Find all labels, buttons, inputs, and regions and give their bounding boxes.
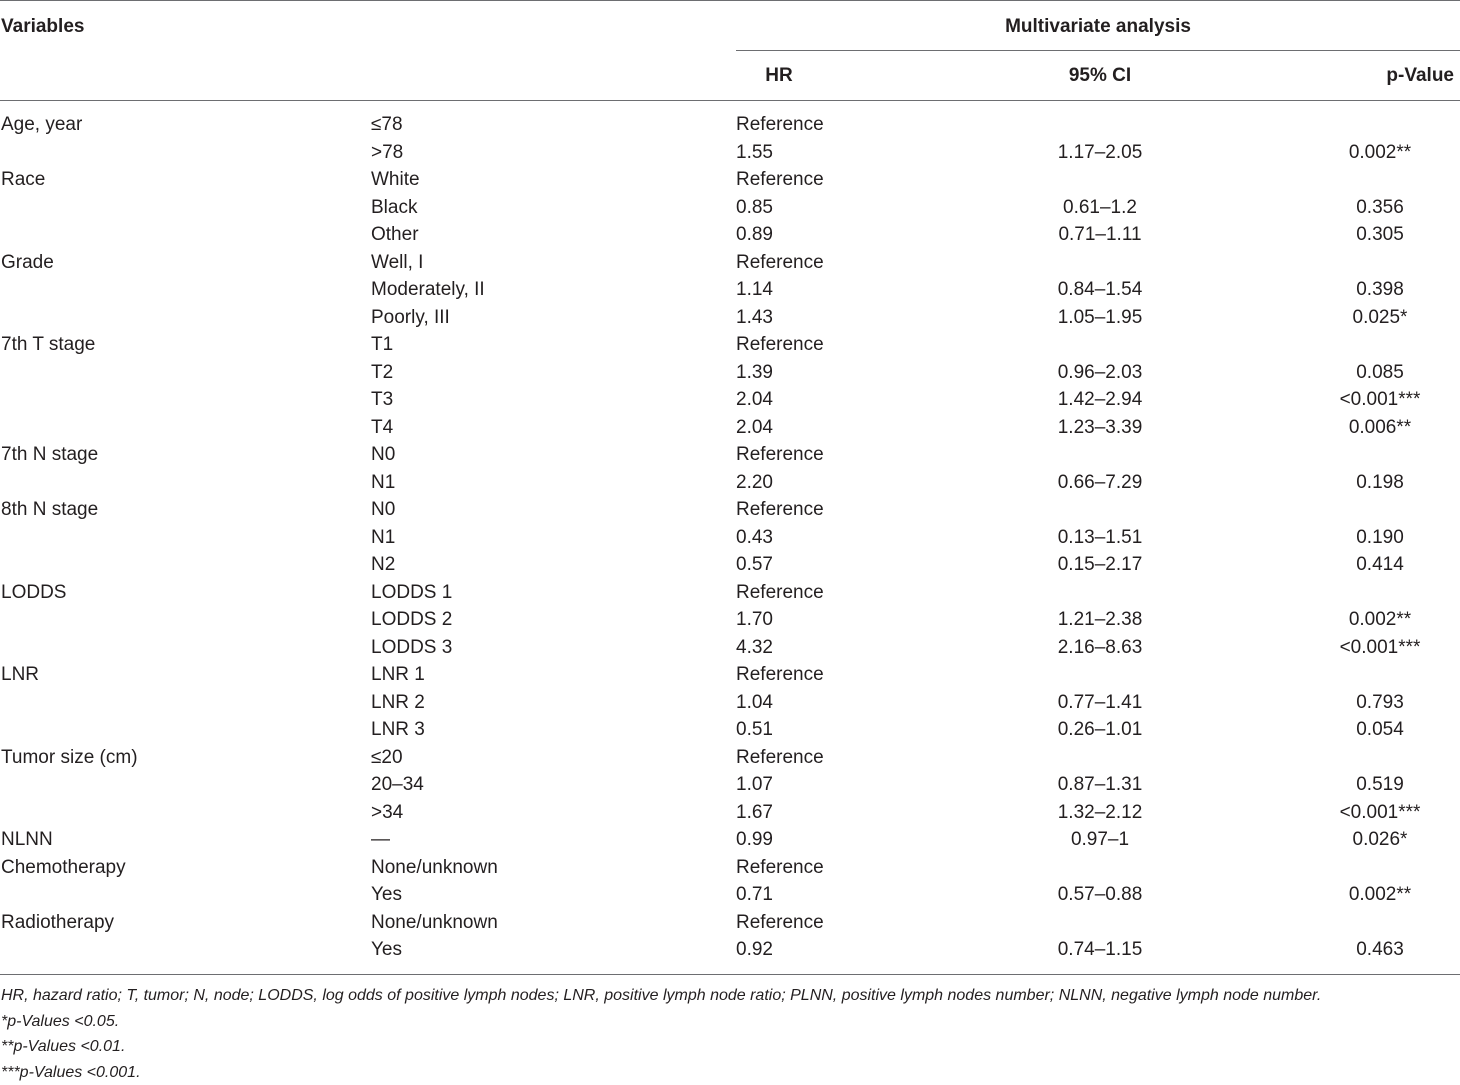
- table-row: [0, 166, 1460, 194]
- category-cell: Yes: [371, 936, 402, 964]
- hr-cell: Reference: [736, 744, 824, 772]
- table-row: [0, 304, 1460, 332]
- category-cell: T1: [371, 331, 393, 359]
- p-value-cell: 0.356: [1300, 194, 1460, 222]
- p-value-cell: 0.463: [1300, 936, 1460, 964]
- p-value-cell: 0.002**: [1300, 606, 1460, 634]
- header-bottom-rule: [0, 100, 1460, 101]
- variable-cell: 7th T stage: [1, 331, 95, 359]
- category-cell: —: [371, 826, 390, 854]
- p-value-cell: 0.006**: [1300, 414, 1460, 442]
- footnote-abbreviations: HR, hazard ratio; T, tumor; N, node; LODDS, log odds of positive lymph nodes; LNR, positive lymph node ratio; PLNN, positive lymph nodes number; NLNN, negative lymph node number.: [1, 983, 1321, 1009]
- p-value-cell: 0.025*: [1300, 304, 1460, 332]
- table-body: [0, 111, 1460, 964]
- category-cell: T4: [371, 414, 393, 442]
- hr-cell: 0.51: [736, 716, 773, 744]
- ci-cell: 1.21–2.38: [1000, 606, 1200, 634]
- ci-cell: 0.61–1.2: [1000, 194, 1200, 222]
- variable-cell: Grade: [1, 249, 54, 277]
- hr-cell: 1.39: [736, 359, 773, 387]
- ci-cell: 0.26–1.01: [1000, 716, 1200, 744]
- category-cell: N2: [371, 551, 395, 579]
- hr-cell: Reference: [736, 496, 824, 524]
- category-cell: T2: [371, 359, 393, 387]
- hr-cell: Reference: [736, 111, 824, 139]
- ci-cell: 0.87–1.31: [1000, 771, 1200, 799]
- category-cell: N0: [371, 496, 395, 524]
- p-value-cell: <0.001***: [1300, 799, 1460, 827]
- category-cell: White: [371, 166, 420, 194]
- ci-cell: 0.15–2.17: [1000, 551, 1200, 579]
- variable-cell: Radiotherapy: [1, 909, 114, 937]
- header-sub-rule: [736, 50, 1460, 51]
- ci-cell: 2.16–8.63: [1000, 634, 1200, 662]
- ci-cell: 1.17–2.05: [1000, 139, 1200, 167]
- hr-cell: 4.32: [736, 634, 773, 662]
- table-row: [0, 826, 1460, 854]
- table-row: [0, 386, 1460, 414]
- table-row: [0, 524, 1460, 552]
- hr-cell: 0.57: [736, 551, 773, 579]
- category-cell: Yes: [371, 881, 402, 909]
- p-value-cell: 0.026*: [1300, 826, 1460, 854]
- category-cell: LNR 1: [371, 661, 425, 689]
- p-value-cell: 0.054: [1300, 716, 1460, 744]
- table-row: [0, 854, 1460, 882]
- hr-cell: 1.04: [736, 689, 773, 717]
- table-row: [0, 799, 1460, 827]
- category-cell: N0: [371, 441, 395, 469]
- variable-cell: 7th N stage: [1, 441, 98, 469]
- hr-cell: Reference: [736, 166, 824, 194]
- hr-cell: 0.71: [736, 881, 773, 909]
- category-cell: LODDS 1: [371, 579, 452, 607]
- variable-cell: LODDS: [1, 579, 66, 607]
- hr-cell: Reference: [736, 854, 824, 882]
- header-ci: 95% CI: [1050, 65, 1150, 87]
- table-top-rule: [0, 0, 1460, 1]
- category-cell: Well, I: [371, 249, 423, 277]
- ci-cell: 0.77–1.41: [1000, 689, 1200, 717]
- category-cell: 20–34: [371, 771, 424, 799]
- header-p-value: p-Value: [1386, 65, 1454, 87]
- variable-cell: Age, year: [1, 111, 82, 139]
- table-row: [0, 551, 1460, 579]
- category-cell: LNR 3: [371, 716, 425, 744]
- ci-cell: 1.32–2.12: [1000, 799, 1200, 827]
- hr-cell: 0.99: [736, 826, 773, 854]
- table-row: [0, 111, 1460, 139]
- ci-cell: 0.84–1.54: [1000, 276, 1200, 304]
- ci-cell: 0.97–1: [1000, 826, 1200, 854]
- hr-cell: 1.07: [736, 771, 773, 799]
- variable-cell: Tumor size (cm): [1, 744, 138, 772]
- hr-cell: 1.67: [736, 799, 773, 827]
- table-row: [0, 909, 1460, 937]
- table-row: [0, 139, 1460, 167]
- hr-cell: 2.20: [736, 469, 773, 497]
- header-hr: HR: [736, 65, 822, 87]
- table-footnotes: [1, 983, 1321, 1085]
- category-cell: LNR 2: [371, 689, 425, 717]
- p-value-cell: 0.002**: [1300, 881, 1460, 909]
- table-row: [0, 716, 1460, 744]
- p-value-cell: 0.190: [1300, 524, 1460, 552]
- ci-cell: 0.71–1.11: [1000, 221, 1200, 249]
- p-value-cell: 0.793: [1300, 689, 1460, 717]
- hr-cell: Reference: [736, 909, 824, 937]
- footnote-p-0001: ***p-Values <0.001.: [1, 1060, 1321, 1085]
- category-cell: N1: [371, 524, 395, 552]
- table-row: [0, 689, 1460, 717]
- table-row: [0, 744, 1460, 772]
- table-row: [0, 634, 1460, 662]
- table-row: [0, 221, 1460, 249]
- hr-cell: 0.89: [736, 221, 773, 249]
- ci-cell: 0.74–1.15: [1000, 936, 1200, 964]
- hr-cell: 2.04: [736, 414, 773, 442]
- variable-cell: Chemotherapy: [1, 854, 126, 882]
- category-cell: >78: [371, 139, 403, 167]
- category-cell: N1: [371, 469, 395, 497]
- hr-cell: 1.55: [736, 139, 773, 167]
- p-value-cell: 0.198: [1300, 469, 1460, 497]
- table-row: [0, 441, 1460, 469]
- ci-cell: 1.05–1.95: [1000, 304, 1200, 332]
- category-cell: None/unknown: [371, 909, 498, 937]
- variable-cell: LNR: [1, 661, 39, 689]
- table-row: [0, 661, 1460, 689]
- category-cell: Other: [371, 221, 419, 249]
- table-row: [0, 606, 1460, 634]
- footnote-p-005: *p-Values <0.05.: [1, 1009, 1321, 1035]
- ci-cell: 0.66–7.29: [1000, 469, 1200, 497]
- ci-cell: 1.23–3.39: [1000, 414, 1200, 442]
- hr-cell: 0.92: [736, 936, 773, 964]
- header-variables: Variables: [1, 16, 84, 38]
- hr-cell: 2.04: [736, 386, 773, 414]
- p-value-cell: <0.001***: [1300, 634, 1460, 662]
- footnote-p-001: **p-Values <0.01.: [1, 1034, 1321, 1060]
- category-cell: >34: [371, 799, 403, 827]
- category-cell: ≤20: [371, 744, 403, 772]
- ci-cell: 0.13–1.51: [1000, 524, 1200, 552]
- p-value-cell: 0.085: [1300, 359, 1460, 387]
- hr-cell: Reference: [736, 579, 824, 607]
- table-row: [0, 249, 1460, 277]
- table-bottom-rule: [0, 974, 1460, 975]
- table-row: [0, 579, 1460, 607]
- hr-cell: Reference: [736, 441, 824, 469]
- variable-cell: 8th N stage: [1, 496, 98, 524]
- table-row: [0, 359, 1460, 387]
- variable-cell: NLNN: [1, 826, 53, 854]
- table-row: [0, 496, 1460, 524]
- category-cell: Moderately, II: [371, 276, 485, 304]
- table-row: [0, 331, 1460, 359]
- category-cell: T3: [371, 386, 393, 414]
- table-row: [0, 881, 1460, 909]
- category-cell: Poorly, III: [371, 304, 450, 332]
- table-row: [0, 414, 1460, 442]
- p-value-cell: 0.398: [1300, 276, 1460, 304]
- hr-cell: 0.85: [736, 194, 773, 222]
- category-cell: LODDS 3: [371, 634, 452, 662]
- p-value-cell: 0.519: [1300, 771, 1460, 799]
- category-cell: LODDS 2: [371, 606, 452, 634]
- ci-cell: 1.42–2.94: [1000, 386, 1200, 414]
- table-row: [0, 469, 1460, 497]
- ci-cell: 0.57–0.88: [1000, 881, 1200, 909]
- hr-cell: Reference: [736, 661, 824, 689]
- hr-cell: 0.43: [736, 524, 773, 552]
- category-cell: Black: [371, 194, 417, 222]
- table-row: [0, 194, 1460, 222]
- p-value-cell: 0.002**: [1300, 139, 1460, 167]
- category-cell: ≤78: [371, 111, 403, 139]
- category-cell: None/unknown: [371, 854, 498, 882]
- table-row: [0, 771, 1460, 799]
- hr-cell: Reference: [736, 249, 824, 277]
- p-value-cell: 0.305: [1300, 221, 1460, 249]
- ci-cell: 0.96–2.03: [1000, 359, 1200, 387]
- hr-cell: 1.70: [736, 606, 773, 634]
- p-value-cell: <0.001***: [1300, 386, 1460, 414]
- table-row: [0, 276, 1460, 304]
- hr-cell: 1.14: [736, 276, 773, 304]
- hr-cell: 1.43: [736, 304, 773, 332]
- table-row: [0, 936, 1460, 964]
- p-value-cell: 0.414: [1300, 551, 1460, 579]
- hr-cell: Reference: [736, 331, 824, 359]
- header-multivariate-analysis: Multivariate analysis: [0, 16, 1460, 38]
- variable-cell: Race: [1, 166, 45, 194]
